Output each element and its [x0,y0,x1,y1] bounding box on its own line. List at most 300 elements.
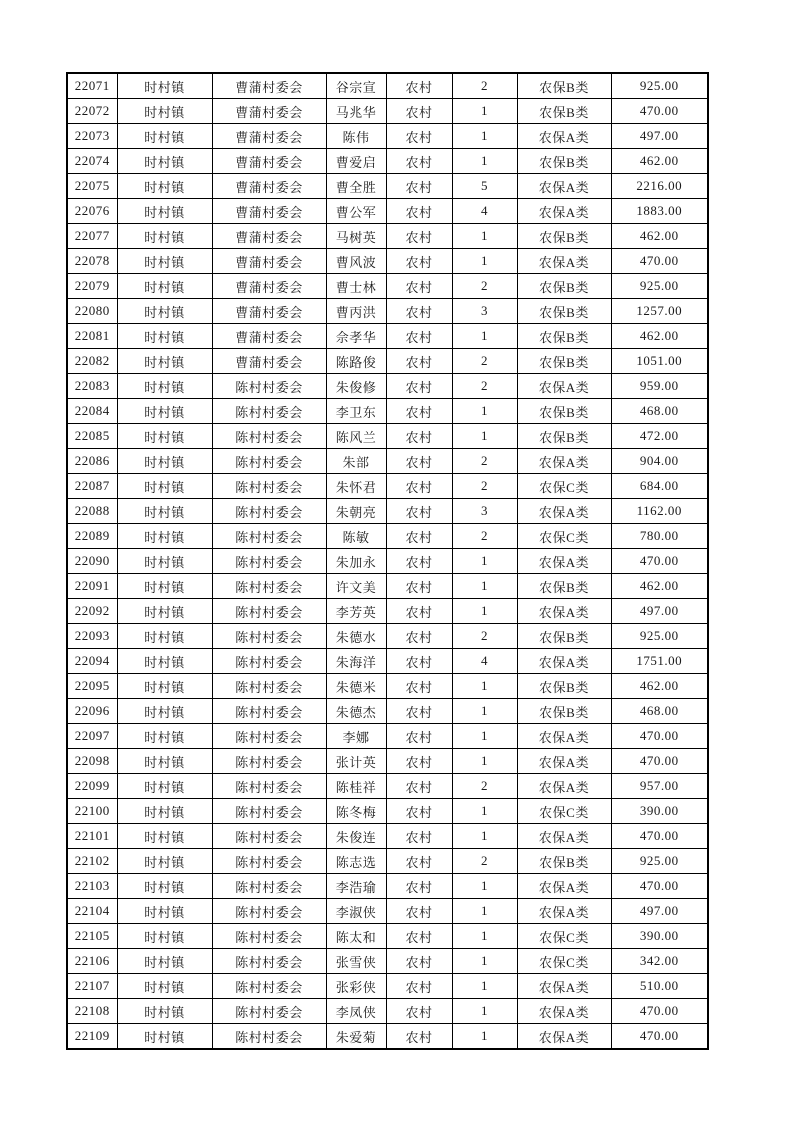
cell-amount: 390.00 [611,799,708,824]
cell-residence-type: 农村 [386,724,452,749]
cell-person-name: 朱爱菊 [326,1024,386,1050]
table-row [67,499,708,524]
cell-person-name: 李卫东 [326,399,386,424]
cell-person-name: 陈冬梅 [326,799,386,824]
cell-insurance-category: 农保B类 [517,349,611,374]
cell-person-name: 朱部 [326,449,386,474]
cell-record-id: 22095 [67,674,117,699]
cell-person-count: 1 [452,574,517,599]
cell-record-id: 22098 [67,749,117,774]
cell-insurance-category: 农保B类 [517,324,611,349]
cell-person-name: 曹丙洪 [326,299,386,324]
cell-town: 时村镇 [117,699,212,724]
cell-residence-type: 农村 [386,749,452,774]
cell-residence-type: 农村 [386,549,452,574]
cell-insurance-category: 农保C类 [517,924,611,949]
table-row [67,849,708,874]
table-row [67,474,708,499]
cell-town: 时村镇 [117,124,212,149]
cell-residence-type: 农村 [386,349,452,374]
cell-town: 时村镇 [117,274,212,299]
cell-record-id: 22076 [67,199,117,224]
cell-amount: 1257.00 [611,299,708,324]
cell-person-name: 陈志选 [326,849,386,874]
cell-residence-type: 农村 [386,624,452,649]
cell-amount: 470.00 [611,99,708,124]
cell-record-id: 22093 [67,624,117,649]
cell-insurance-category: 农保B类 [517,299,611,324]
cell-insurance-category: 农保A类 [517,824,611,849]
cell-record-id: 22085 [67,424,117,449]
cell-record-id: 22100 [67,799,117,824]
cell-person-name: 曹爱启 [326,149,386,174]
cell-amount: 925.00 [611,624,708,649]
cell-record-id: 22092 [67,599,117,624]
cell-person-count: 2 [452,624,517,649]
table-row [67,374,708,399]
cell-record-id: 22103 [67,874,117,899]
cell-amount: 462.00 [611,674,708,699]
cell-insurance-category: 农保A类 [517,874,611,899]
cell-amount: 925.00 [611,274,708,299]
cell-amount: 470.00 [611,1024,708,1050]
cell-residence-type: 农村 [386,249,452,274]
cell-town: 时村镇 [117,899,212,924]
cell-amount: 1162.00 [611,499,708,524]
cell-village-committee: 陈村村委会 [212,899,326,924]
table-row [67,549,708,574]
table-row [67,699,708,724]
cell-town: 时村镇 [117,349,212,374]
cell-residence-type: 农村 [386,224,452,249]
cell-person-count: 1 [452,724,517,749]
cell-residence-type: 农村 [386,73,452,99]
cell-village-committee: 陈村村委会 [212,999,326,1024]
cell-record-id: 22084 [67,399,117,424]
table-row [67,149,708,174]
cell-residence-type: 农村 [386,174,452,199]
cell-insurance-category: 农保B类 [517,849,611,874]
table-row [67,274,708,299]
cell-record-id: 22104 [67,899,117,924]
table-row [67,974,708,999]
cell-insurance-category: 农保C类 [517,474,611,499]
cell-person-name: 朱加永 [326,549,386,574]
cell-amount: 925.00 [611,849,708,874]
cell-person-name: 陈路俊 [326,349,386,374]
cell-record-id: 22088 [67,499,117,524]
cell-insurance-category: 农保A类 [517,724,611,749]
table-row [67,199,708,224]
cell-residence-type: 农村 [386,849,452,874]
cell-person-count: 1 [452,1024,517,1050]
cell-record-id: 22101 [67,824,117,849]
cell-residence-type: 农村 [386,599,452,624]
cell-residence-type: 农村 [386,274,452,299]
cell-insurance-category: 农保A类 [517,749,611,774]
cell-residence-type: 农村 [386,799,452,824]
cell-record-id: 22086 [67,449,117,474]
cell-person-count: 2 [452,449,517,474]
cell-town: 时村镇 [117,1024,212,1050]
table-body [67,73,708,1049]
cell-town: 时村镇 [117,524,212,549]
cell-village-committee: 曹蒲村委会 [212,349,326,374]
cell-person-name: 陈风兰 [326,424,386,449]
cell-amount: 468.00 [611,699,708,724]
cell-village-committee: 曹蒲村委会 [212,174,326,199]
cell-person-count: 1 [452,799,517,824]
cell-town: 时村镇 [117,374,212,399]
cell-person-name: 谷宗宣 [326,73,386,99]
cell-town: 时村镇 [117,474,212,499]
cell-record-id: 22096 [67,699,117,724]
cell-village-committee: 陈村村委会 [212,449,326,474]
cell-record-id: 22106 [67,949,117,974]
cell-record-id: 22090 [67,549,117,574]
cell-insurance-category: 农保A类 [517,124,611,149]
table-row [67,73,708,99]
cell-residence-type: 农村 [386,899,452,924]
cell-person-name: 曹公军 [326,199,386,224]
cell-village-committee: 陈村村委会 [212,399,326,424]
cell-town: 时村镇 [117,849,212,874]
table-row [67,724,708,749]
cell-person-count: 1 [452,324,517,349]
cell-village-committee: 曹蒲村委会 [212,299,326,324]
cell-amount: 462.00 [611,224,708,249]
cell-residence-type: 农村 [386,124,452,149]
table-row [67,599,708,624]
cell-village-committee: 陈村村委会 [212,799,326,824]
cell-person-name: 朱怀君 [326,474,386,499]
cell-town: 时村镇 [117,749,212,774]
cell-residence-type: 农村 [386,924,452,949]
cell-insurance-category: 农保A类 [517,999,611,1024]
cell-person-name: 马树英 [326,224,386,249]
cell-person-count: 1 [452,674,517,699]
cell-residence-type: 农村 [386,299,452,324]
table-row [67,449,708,474]
cell-record-id: 22102 [67,849,117,874]
cell-village-committee: 陈村村委会 [212,549,326,574]
cell-person-count: 1 [452,874,517,899]
cell-village-committee: 曹蒲村委会 [212,124,326,149]
cell-person-name: 朱俊连 [326,824,386,849]
cell-person-count: 1 [452,99,517,124]
table-row [67,899,708,924]
table-row [67,124,708,149]
cell-insurance-category: 农保B类 [517,574,611,599]
cell-record-id: 22075 [67,174,117,199]
cell-person-count: 1 [452,599,517,624]
cell-person-count: 1 [452,224,517,249]
cell-record-id: 22097 [67,724,117,749]
cell-record-id: 22079 [67,274,117,299]
table-row [67,824,708,849]
cell-town: 时村镇 [117,674,212,699]
cell-town: 时村镇 [117,299,212,324]
cell-person-count: 3 [452,499,517,524]
cell-insurance-category: 农保A类 [517,374,611,399]
cell-town: 时村镇 [117,324,212,349]
cell-village-committee: 陈村村委会 [212,949,326,974]
cell-town: 时村镇 [117,974,212,999]
cell-village-committee: 陈村村委会 [212,649,326,674]
cell-insurance-category: 农保B类 [517,274,611,299]
cell-village-committee: 陈村村委会 [212,474,326,499]
cell-amount: 957.00 [611,774,708,799]
cell-town: 时村镇 [117,924,212,949]
cell-person-count: 2 [452,349,517,374]
table-row [67,424,708,449]
cell-record-id: 22083 [67,374,117,399]
cell-insurance-category: 农保A类 [517,549,611,574]
cell-insurance-category: 农保B类 [517,424,611,449]
cell-record-id: 22074 [67,149,117,174]
cell-person-name: 陈太和 [326,924,386,949]
cell-person-name: 曹士林 [326,274,386,299]
cell-residence-type: 农村 [386,874,452,899]
cell-person-count: 1 [452,924,517,949]
cell-person-name: 曹全胜 [326,174,386,199]
cell-residence-type: 农村 [386,974,452,999]
cell-person-count: 1 [452,149,517,174]
cell-village-committee: 曹蒲村委会 [212,73,326,99]
cell-person-count: 2 [452,774,517,799]
cell-record-id: 22105 [67,924,117,949]
table-row [67,924,708,949]
cell-person-count: 1 [452,949,517,974]
cell-person-name: 陈桂祥 [326,774,386,799]
cell-residence-type: 农村 [386,374,452,399]
cell-amount: 904.00 [611,449,708,474]
cell-village-committee: 曹蒲村委会 [212,149,326,174]
table-row [67,799,708,824]
table-row [67,349,708,374]
table-row [67,674,708,699]
cell-insurance-category: 农保A类 [517,1024,611,1050]
table-row [67,174,708,199]
cell-residence-type: 农村 [386,424,452,449]
cell-person-name: 陈伟 [326,124,386,149]
cell-town: 时村镇 [117,799,212,824]
cell-village-committee: 曹蒲村委会 [212,249,326,274]
table-row [67,224,708,249]
cell-record-id: 22071 [67,73,117,99]
cell-town: 时村镇 [117,624,212,649]
cell-village-committee: 陈村村委会 [212,574,326,599]
cell-person-name: 朱德杰 [326,699,386,724]
cell-person-count: 1 [452,699,517,724]
cell-village-committee: 曹蒲村委会 [212,274,326,299]
cell-amount: 1751.00 [611,649,708,674]
table-row [67,874,708,899]
cell-village-committee: 陈村村委会 [212,624,326,649]
cell-amount: 497.00 [611,599,708,624]
cell-insurance-category: 农保A类 [517,649,611,674]
cell-insurance-category: 农保B类 [517,149,611,174]
cell-person-name: 陈敏 [326,524,386,549]
cell-person-name: 李凤侠 [326,999,386,1024]
cell-record-id: 22099 [67,774,117,799]
cell-amount: 470.00 [611,874,708,899]
cell-village-committee: 陈村村委会 [212,699,326,724]
cell-town: 时村镇 [117,73,212,99]
cell-town: 时村镇 [117,824,212,849]
cell-person-count: 3 [452,299,517,324]
cell-amount: 510.00 [611,974,708,999]
records-table [66,72,709,1050]
cell-person-name: 张彩侠 [326,974,386,999]
cell-person-count: 1 [452,749,517,774]
cell-amount: 470.00 [611,549,708,574]
cell-village-committee: 陈村村委会 [212,424,326,449]
cell-person-count: 4 [452,199,517,224]
table-row [67,774,708,799]
cell-residence-type: 农村 [386,449,452,474]
cell-amount: 462.00 [611,574,708,599]
cell-town: 时村镇 [117,249,212,274]
cell-person-count: 2 [452,474,517,499]
cell-residence-type: 农村 [386,949,452,974]
cell-record-id: 22073 [67,124,117,149]
cell-person-count: 1 [452,124,517,149]
cell-person-count: 1 [452,824,517,849]
table-row [67,649,708,674]
cell-insurance-category: 农保A类 [517,199,611,224]
cell-town: 时村镇 [117,549,212,574]
cell-village-committee: 曹蒲村委会 [212,224,326,249]
cell-record-id: 22108 [67,999,117,1024]
cell-amount: 497.00 [611,124,708,149]
table-row [67,999,708,1024]
cell-town: 时村镇 [117,774,212,799]
cell-village-committee: 陈村村委会 [212,849,326,874]
cell-person-name: 李浩瑜 [326,874,386,899]
cell-residence-type: 农村 [386,674,452,699]
cell-town: 时村镇 [117,499,212,524]
cell-person-count: 5 [452,174,517,199]
cell-insurance-category: 农保A类 [517,774,611,799]
cell-amount: 925.00 [611,73,708,99]
cell-record-id: 22107 [67,974,117,999]
cell-residence-type: 农村 [386,524,452,549]
cell-person-count: 2 [452,849,517,874]
cell-person-name: 朱俊修 [326,374,386,399]
cell-village-committee: 陈村村委会 [212,724,326,749]
cell-insurance-category: 农保B类 [517,674,611,699]
cell-insurance-category: 农保A类 [517,899,611,924]
table-row [67,1024,708,1050]
cell-record-id: 22078 [67,249,117,274]
cell-person-name: 朱德米 [326,674,386,699]
cell-village-committee: 陈村村委会 [212,599,326,624]
table-row [67,399,708,424]
cell-amount: 470.00 [611,999,708,1024]
cell-residence-type: 农村 [386,199,452,224]
cell-insurance-category: 农保C类 [517,949,611,974]
table-row [67,324,708,349]
cell-amount: 684.00 [611,474,708,499]
cell-town: 时村镇 [117,199,212,224]
cell-amount: 780.00 [611,524,708,549]
cell-insurance-category: 农保A类 [517,499,611,524]
cell-person-count: 2 [452,524,517,549]
cell-residence-type: 农村 [386,824,452,849]
cell-person-name: 朱德水 [326,624,386,649]
cell-amount: 470.00 [611,249,708,274]
cell-residence-type: 农村 [386,774,452,799]
cell-insurance-category: 农保B类 [517,699,611,724]
cell-town: 时村镇 [117,649,212,674]
cell-amount: 1051.00 [611,349,708,374]
cell-residence-type: 农村 [386,699,452,724]
cell-person-name: 朱海洋 [326,649,386,674]
cell-village-committee: 陈村村委会 [212,924,326,949]
cell-person-name: 许文美 [326,574,386,599]
cell-person-count: 1 [452,974,517,999]
cell-town: 时村镇 [117,99,212,124]
cell-insurance-category: 农保A类 [517,249,611,274]
cell-insurance-category: 农保B类 [517,399,611,424]
cell-insurance-category: 农保B类 [517,624,611,649]
cell-village-committee: 曹蒲村委会 [212,199,326,224]
cell-record-id: 22080 [67,299,117,324]
table-row [67,99,708,124]
cell-town: 时村镇 [117,599,212,624]
cell-person-name: 朱朝亮 [326,499,386,524]
cell-town: 时村镇 [117,874,212,899]
cell-amount: 470.00 [611,724,708,749]
cell-town: 时村镇 [117,949,212,974]
cell-town: 时村镇 [117,574,212,599]
cell-person-count: 2 [452,274,517,299]
cell-insurance-category: 农保C类 [517,799,611,824]
cell-residence-type: 农村 [386,999,452,1024]
table-row [67,249,708,274]
cell-record-id: 22082 [67,349,117,374]
cell-town: 时村镇 [117,724,212,749]
table-row [67,749,708,774]
cell-person-count: 2 [452,73,517,99]
cell-residence-type: 农村 [386,474,452,499]
cell-village-committee: 陈村村委会 [212,974,326,999]
cell-person-count: 1 [452,549,517,574]
cell-village-committee: 陈村村委会 [212,874,326,899]
cell-residence-type: 农村 [386,399,452,424]
cell-village-committee: 陈村村委会 [212,749,326,774]
cell-person-count: 2 [452,374,517,399]
cell-record-id: 22094 [67,649,117,674]
cell-village-committee: 陈村村委会 [212,824,326,849]
cell-person-name: 张雪侠 [326,949,386,974]
table-row [67,574,708,599]
cell-record-id: 22089 [67,524,117,549]
cell-amount: 470.00 [611,824,708,849]
cell-person-name: 佘孝华 [326,324,386,349]
cell-person-count: 1 [452,249,517,274]
cell-person-count: 4 [452,649,517,674]
cell-town: 时村镇 [117,449,212,474]
cell-record-id: 22081 [67,324,117,349]
cell-town: 时村镇 [117,424,212,449]
cell-amount: 470.00 [611,749,708,774]
cell-person-name: 马兆华 [326,99,386,124]
cell-town: 时村镇 [117,149,212,174]
cell-village-committee: 陈村村委会 [212,1024,326,1050]
cell-village-committee: 陈村村委会 [212,499,326,524]
